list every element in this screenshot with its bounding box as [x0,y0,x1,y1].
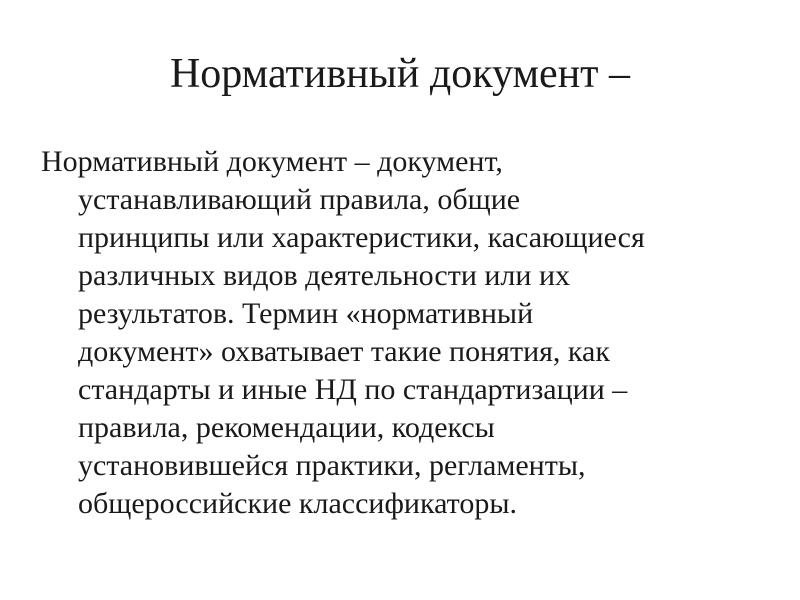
body-line: различных видов деятельности или их [78,259,571,292]
body-line: устанавливающий правила, общие [78,183,521,216]
body-line: правила, рекомендации, кодексы [78,411,495,444]
body-line: принципы или характеристики, касающиеся [78,221,645,254]
body-line: общероссийские классификаторы. [78,487,517,520]
definition-paragraph [41,143,771,523]
body-line: стандарты и иные НД по стандартизации – [78,373,628,406]
body-line: документ» охватывает такие понятия, как [78,335,610,368]
body-line: Нормативный документ – документ, [41,145,503,178]
body-line: установившейся практики, регламенты, [78,449,586,482]
slide-title: Нормативный документ – [169,51,631,97]
body-line: результатов. Термин «нормативный [78,297,534,330]
